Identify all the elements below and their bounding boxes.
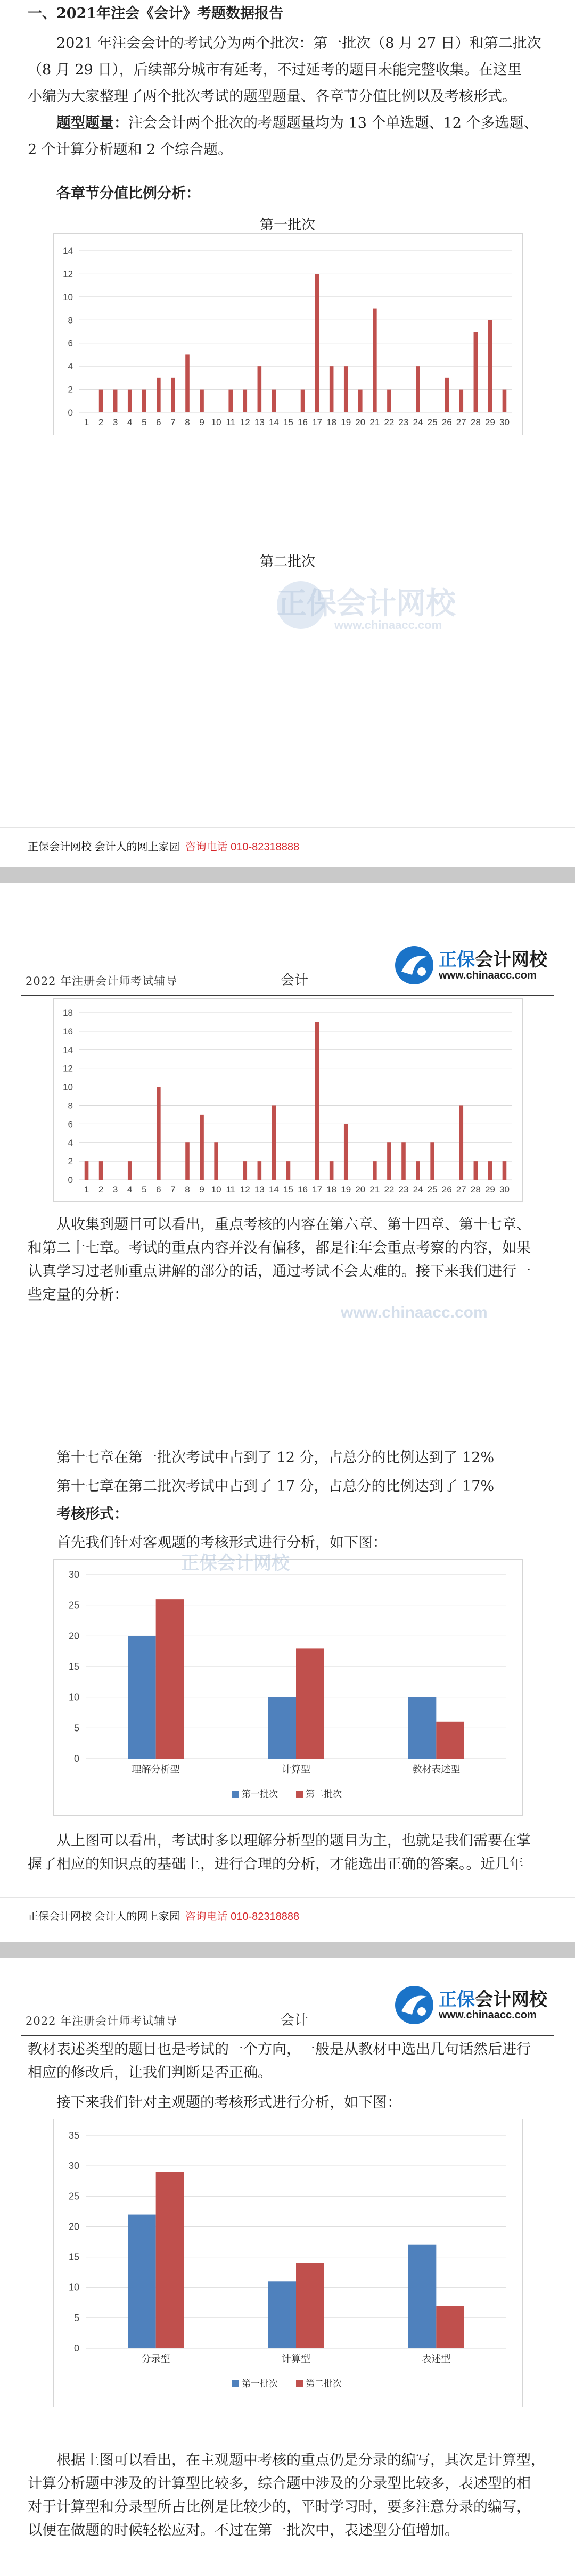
- conclusion-line-4: 以便在做题的时候轻松应对。不过在第一批次中，表述型分值增加。: [28, 2522, 459, 2539]
- x-tick-label: 10: [211, 417, 221, 427]
- watermark-url-large: www.chinaacc.com: [334, 618, 442, 632]
- x-tick-label: 计算型: [282, 1764, 310, 1775]
- watermark-brand-2: 正保会计网校: [181, 1553, 290, 1573]
- y-tick-label: 10: [63, 292, 73, 302]
- analysis-line-1: 从收集到题目可以看出，重点考核的内容在第六章、第十四章、第十七章、: [56, 1216, 531, 1233]
- bar: [330, 366, 334, 412]
- x-tick-label: 27: [456, 417, 466, 427]
- objective-line-2: 握了相应的知识点的基础上，进行合理的分析，才能选出正确的答案。。近几年: [28, 1856, 524, 1873]
- bar: [296, 2263, 324, 2348]
- intro-line-1: 2021 年注会会计的考试分为两个批次：第一批次（8 月 27 日）和第二批次: [56, 35, 541, 52]
- bar: [113, 390, 118, 412]
- bar: [272, 390, 276, 412]
- analysis-line-3: 认真学习过老师重点讲解的部分的话，通过考试不会太难的。接下来我们进行一: [28, 1263, 531, 1280]
- y-tick-label: 0: [73, 1753, 79, 1764]
- watermark-brand-large: 正保会计网校: [277, 586, 456, 620]
- legend-label: 第一批次: [242, 2379, 278, 2389]
- y-tick-label: 0: [68, 1175, 73, 1185]
- x-tick-label: 20: [355, 417, 366, 427]
- bar: [503, 1161, 507, 1180]
- question-label: 题型题量：: [56, 115, 128, 131]
- y-tick-label: 16: [63, 1026, 73, 1037]
- objective-para: [28, 1829, 549, 1876]
- legend-label: 第二批次: [306, 2379, 342, 2389]
- bar: [243, 390, 247, 412]
- bar: [156, 2172, 184, 2348]
- y-tick-label: 18: [63, 1008, 73, 1018]
- chart-batch2: [54, 999, 522, 1201]
- y-tick-label: 10: [68, 1692, 79, 1703]
- logo-name: [439, 1985, 547, 2011]
- bar: [416, 366, 420, 412]
- bar: [459, 1105, 463, 1180]
- x-tick-label: 7: [170, 1185, 176, 1195]
- bar: [430, 1142, 434, 1180]
- x-tick-label: 16: [298, 417, 308, 427]
- y-tick-label: 25: [68, 1600, 79, 1611]
- logo-icon: [394, 1985, 434, 2025]
- x-tick-label: 25: [427, 417, 438, 427]
- conclusion-para: [28, 2449, 549, 2542]
- legend-swatch: [296, 2380, 303, 2387]
- x-tick-label: 6: [156, 1185, 161, 1195]
- chart-subjective-frame: [53, 2119, 523, 2407]
- y-tick-label: 6: [68, 338, 73, 349]
- bar: [258, 366, 262, 412]
- logo-url: www.chinaacc.com: [439, 2009, 537, 2021]
- x-tick-label: 22: [384, 1185, 395, 1195]
- x-tick-label: 20: [355, 1185, 366, 1195]
- x-tick-label: 9: [199, 417, 204, 427]
- y-tick-label: 5: [73, 1722, 79, 1734]
- bar: [185, 354, 190, 412]
- bar: [387, 390, 391, 412]
- y-tick-label: 20: [68, 1630, 79, 1642]
- x-tick-label: 16: [298, 1185, 308, 1195]
- y-tick-label: 14: [63, 1045, 73, 1055]
- bar: [142, 390, 146, 412]
- x-tick-label: 10: [211, 1185, 221, 1195]
- footer-hotline: 咨询电话 010-82318888: [185, 1911, 300, 1923]
- textbook-line-1: 教材表述类型的题目也是考试的一个方向，一般是从教材中选出几句话然后进行: [28, 2041, 531, 2058]
- analysis-line-4: 些定量的分析：: [28, 1287, 128, 1303]
- x-tick-label: 8: [185, 1185, 190, 1195]
- legend-label: 第二批次: [306, 1789, 342, 1799]
- bar: [286, 1161, 291, 1180]
- header-subject: 会计: [281, 973, 309, 989]
- stat-line-1: 第十七章在第一批次考试中占到了 12 分，占总分的比例达到了 12%: [56, 1449, 495, 1466]
- x-tick-label: 3: [112, 417, 118, 427]
- x-tick-label: 理解分析型: [132, 1764, 180, 1775]
- watermark-url-2: www.chinaacc.com: [341, 1304, 488, 1321]
- bar: [128, 1161, 132, 1180]
- bar: [373, 1161, 377, 1180]
- y-tick-label: 12: [63, 1063, 73, 1074]
- y-tick-label: 4: [68, 361, 73, 372]
- x-tick-label: 计算型: [282, 2354, 310, 2364]
- bar: [128, 390, 132, 412]
- y-tick-label: 8: [68, 315, 73, 326]
- bar: [387, 1142, 391, 1180]
- bar: [408, 2245, 437, 2348]
- y-tick-label: 6: [68, 1119, 73, 1130]
- y-tick-label: 30: [68, 2160, 79, 2172]
- stat-line-2: 第十七章在第二批次考试中占到了 17 分，占总分的比例达到了 17%: [56, 1478, 495, 1495]
- logo-name: [439, 945, 547, 971]
- objective-line-1: 从上图可以看出，考试时多以理解分析型的题目为主，也就是我们需要在掌: [56, 1833, 531, 1849]
- y-tick-label: 10: [68, 2282, 79, 2293]
- bar: [445, 378, 449, 412]
- x-tick-label: 教材表述型: [412, 1764, 461, 1775]
- footer-divider-2: [0, 1897, 575, 1898]
- x-tick-label: 30: [499, 417, 510, 427]
- bar: [214, 1142, 218, 1180]
- question-line-1: [56, 113, 538, 134]
- bar: [296, 1648, 324, 1759]
- x-tick-label: 11: [226, 1185, 236, 1195]
- bar: [301, 390, 305, 412]
- x-tick-label: 14: [268, 1185, 279, 1195]
- x-tick-label: 29: [484, 417, 495, 427]
- form-label: 考核形式：: [56, 1506, 128, 1522]
- textbook-para: [28, 2038, 549, 2085]
- y-tick-label: 25: [68, 2191, 79, 2202]
- bar: [268, 1697, 296, 1759]
- x-tick-label: 5: [142, 417, 147, 427]
- bar: [185, 1142, 190, 1180]
- footer-divider: [0, 827, 575, 828]
- bar: [243, 1161, 247, 1180]
- x-tick-label: 13: [254, 417, 265, 427]
- x-tick-label: 25: [427, 1185, 438, 1195]
- header-subject-3: 会计: [281, 2012, 309, 2028]
- conclusion-line-3: 对于计算型和分录型所占比例是比较少的，平时学习时，要多注意分录的编写，: [28, 2499, 531, 2515]
- y-tick-label: 12: [63, 269, 73, 279]
- x-tick-label: 1: [84, 1185, 89, 1195]
- header-rule-3: [21, 2035, 554, 2036]
- x-tick-label: 18: [326, 417, 337, 427]
- x-tick-label: 23: [398, 417, 409, 427]
- bar: [157, 378, 161, 412]
- y-tick-label: 0: [68, 408, 73, 418]
- x-tick-label: 3: [112, 1185, 118, 1195]
- section-title: 一、2021年注会《会计》考题数据报告: [28, 5, 284, 22]
- question-text-1: 注会会计两个批次的考题题量均为 13 个单选题、12 个多选题、: [128, 115, 538, 131]
- chart-objective-frame: [53, 1559, 523, 1816]
- x-tick-label: 2: [98, 1185, 104, 1195]
- analysis-para-1: [28, 1213, 549, 1307]
- y-tick-label: 35: [68, 2130, 79, 2141]
- legend-label: 第一批次: [242, 1789, 278, 1799]
- bar: [200, 390, 204, 412]
- y-tick-label: 14: [63, 246, 73, 256]
- conclusion-line-2: 计算分析题中涉及的计算型比较多，综合题中涉及的分录型比较多，表述型的相: [28, 2475, 531, 2492]
- y-tick-label: 0: [73, 2343, 79, 2354]
- logo-icon: [394, 945, 434, 985]
- y-tick-label: 8: [68, 1100, 73, 1111]
- watermark-logo-icon: [277, 581, 325, 629]
- header-rule: [21, 995, 554, 996]
- x-tick-label: 15: [283, 1185, 293, 1195]
- logo-name-a: 正保: [439, 1990, 475, 2010]
- x-tick-label: 4: [127, 1185, 133, 1195]
- conclusion-line-1: 根据上图可以看出，在主观题中考核的重点仍是分录的编写，其次是计算型，: [56, 2452, 545, 2469]
- textbook-line-2: 相应的修改后，让我们判断是否正确。: [28, 2065, 272, 2081]
- bar: [268, 2281, 296, 2348]
- chart-batch2-frame: [53, 998, 523, 1202]
- bar: [459, 390, 463, 412]
- x-tick-label: 22: [384, 417, 395, 427]
- x-tick-label: 29: [484, 1185, 495, 1195]
- x-tick-label: 11: [226, 417, 236, 427]
- page-1: [0, 0, 575, 867]
- bar: [200, 1115, 204, 1180]
- footer-text: 正保会计网校 会计人的网上家园: [28, 841, 180, 853]
- y-tick-label: 15: [68, 1661, 79, 1672]
- x-tick-label: 13: [254, 1185, 265, 1195]
- x-tick-label: 5: [142, 1185, 147, 1195]
- bar: [156, 1599, 184, 1759]
- logo-name-a: 正保: [439, 950, 475, 970]
- x-tick-label: 28: [470, 1185, 481, 1195]
- logo-url: www.chinaacc.com: [439, 970, 537, 981]
- bar: [488, 1161, 492, 1180]
- y-tick-label: 15: [68, 2251, 79, 2263]
- x-tick-label: 30: [499, 1185, 510, 1195]
- bar: [488, 320, 492, 412]
- x-tick-label: 18: [326, 1185, 337, 1195]
- y-tick-label: 2: [68, 384, 73, 395]
- chart-subjective: [54, 2119, 522, 2407]
- footer-2: [28, 1908, 299, 1923]
- chart-objective: [54, 1560, 522, 1815]
- analysis-line-2: 和第二十七章。考试的重点内容并没有偏移，都是往年会重点考察的内容，如果: [28, 1240, 531, 1256]
- logo-name-b: 会计网校: [475, 950, 547, 970]
- x-tick-label: 19: [341, 417, 351, 427]
- intro-line-3: 小编为大家整理了两个批次考试的题型题量、各章节分值比例以及考核形式。: [28, 88, 516, 105]
- bar: [358, 390, 363, 412]
- x-tick-label: 14: [268, 417, 279, 427]
- footer-hotline: 咨询电话 010-82318888: [185, 841, 300, 853]
- x-tick-label: 28: [470, 417, 481, 427]
- x-tick-label: 26: [441, 1185, 452, 1195]
- bar: [330, 1161, 334, 1180]
- x-tick-label: 23: [398, 1185, 409, 1195]
- y-tick-label: 10: [63, 1082, 73, 1092]
- header-left: 2022 年注册会计师考试辅导: [26, 975, 178, 988]
- chart-batch1: [54, 234, 522, 435]
- logo-name-b: 会计网校: [475, 1990, 547, 2010]
- form-intro: 首先我们针对客观题的考核形式进行分析，如下图：: [56, 1535, 387, 1551]
- legend-swatch: [232, 1791, 239, 1798]
- bar: [436, 2306, 464, 2348]
- page-2: [0, 883, 575, 1942]
- header-left-3: 2022 年注册会计师考试辅导: [26, 2015, 178, 2027]
- bar: [85, 1161, 89, 1180]
- bar: [344, 366, 348, 412]
- x-tick-label: 27: [456, 1185, 466, 1195]
- x-tick-label: 21: [369, 1185, 380, 1195]
- bar: [99, 1161, 103, 1180]
- x-tick-label: 19: [341, 1185, 351, 1195]
- x-tick-label: 8: [185, 417, 190, 427]
- subjective-intro: 接下来我们针对主观题的考核形式进行分析，如下图：: [56, 2094, 401, 2111]
- bar: [436, 1722, 464, 1759]
- bar: [171, 378, 175, 412]
- bar: [416, 1161, 420, 1180]
- x-tick-label: 7: [170, 417, 176, 427]
- y-tick-label: 30: [68, 1569, 79, 1580]
- question-line-2: 2 个计算分析题和 2 个综合题。: [28, 142, 233, 158]
- legend-swatch: [232, 2380, 239, 2387]
- ratio-label: 各章节分值比例分析：: [56, 185, 200, 202]
- x-tick-label: 4: [127, 417, 133, 427]
- bar: [408, 1697, 437, 1759]
- x-tick-label: 分录型: [141, 2354, 170, 2364]
- x-tick-label: 2: [98, 417, 104, 427]
- brand-logo-3: [394, 1982, 554, 2030]
- bar: [474, 1161, 478, 1180]
- x-tick-label: 9: [199, 1185, 204, 1195]
- x-tick-label: 26: [441, 417, 452, 427]
- chart-title-batch2: 第二批次: [259, 553, 315, 569]
- bar: [315, 1022, 319, 1180]
- chart-title-batch1: 第一批次: [259, 217, 315, 233]
- bar: [344, 1124, 348, 1180]
- intro-line-2: （8 月 29 日），后续部分城市有延考，不过延考的题目未能完整收集。在这里: [28, 62, 522, 78]
- x-tick-label: 1: [84, 417, 89, 427]
- bar: [474, 332, 478, 412]
- x-tick-label: 21: [369, 417, 380, 427]
- x-tick-label: 24: [413, 1185, 423, 1195]
- page-3: [0, 1958, 575, 2576]
- bar: [503, 390, 507, 412]
- bar: [373, 309, 377, 412]
- x-tick-label: 6: [156, 417, 161, 427]
- bar: [157, 1087, 161, 1180]
- bar: [128, 1636, 156, 1759]
- legend-swatch: [296, 1791, 303, 1798]
- y-tick-label: 4: [68, 1138, 73, 1148]
- bar: [99, 390, 103, 412]
- x-tick-label: 12: [240, 1185, 250, 1195]
- y-tick-label: 20: [68, 2221, 79, 2232]
- x-tick-label: 24: [413, 417, 423, 427]
- chart-batch1-frame: [53, 233, 523, 435]
- bar: [128, 2215, 156, 2348]
- footer-1: [28, 838, 299, 854]
- bar: [228, 390, 233, 412]
- bar: [258, 1161, 262, 1180]
- brand-logo: [394, 942, 554, 990]
- x-tick-label: 12: [240, 417, 250, 427]
- bar: [315, 274, 319, 412]
- x-tick-label: 17: [312, 417, 323, 427]
- x-tick-label: 15: [283, 417, 293, 427]
- y-tick-label: 5: [73, 2312, 79, 2323]
- footer-text: 正保会计网校 会计人的网上家园: [28, 1911, 180, 1923]
- x-tick-label: 表述型: [422, 2354, 451, 2364]
- y-tick-label: 2: [68, 1156, 73, 1167]
- x-tick-label: 17: [312, 1185, 323, 1195]
- bar: [272, 1105, 276, 1180]
- bar: [401, 1142, 406, 1180]
